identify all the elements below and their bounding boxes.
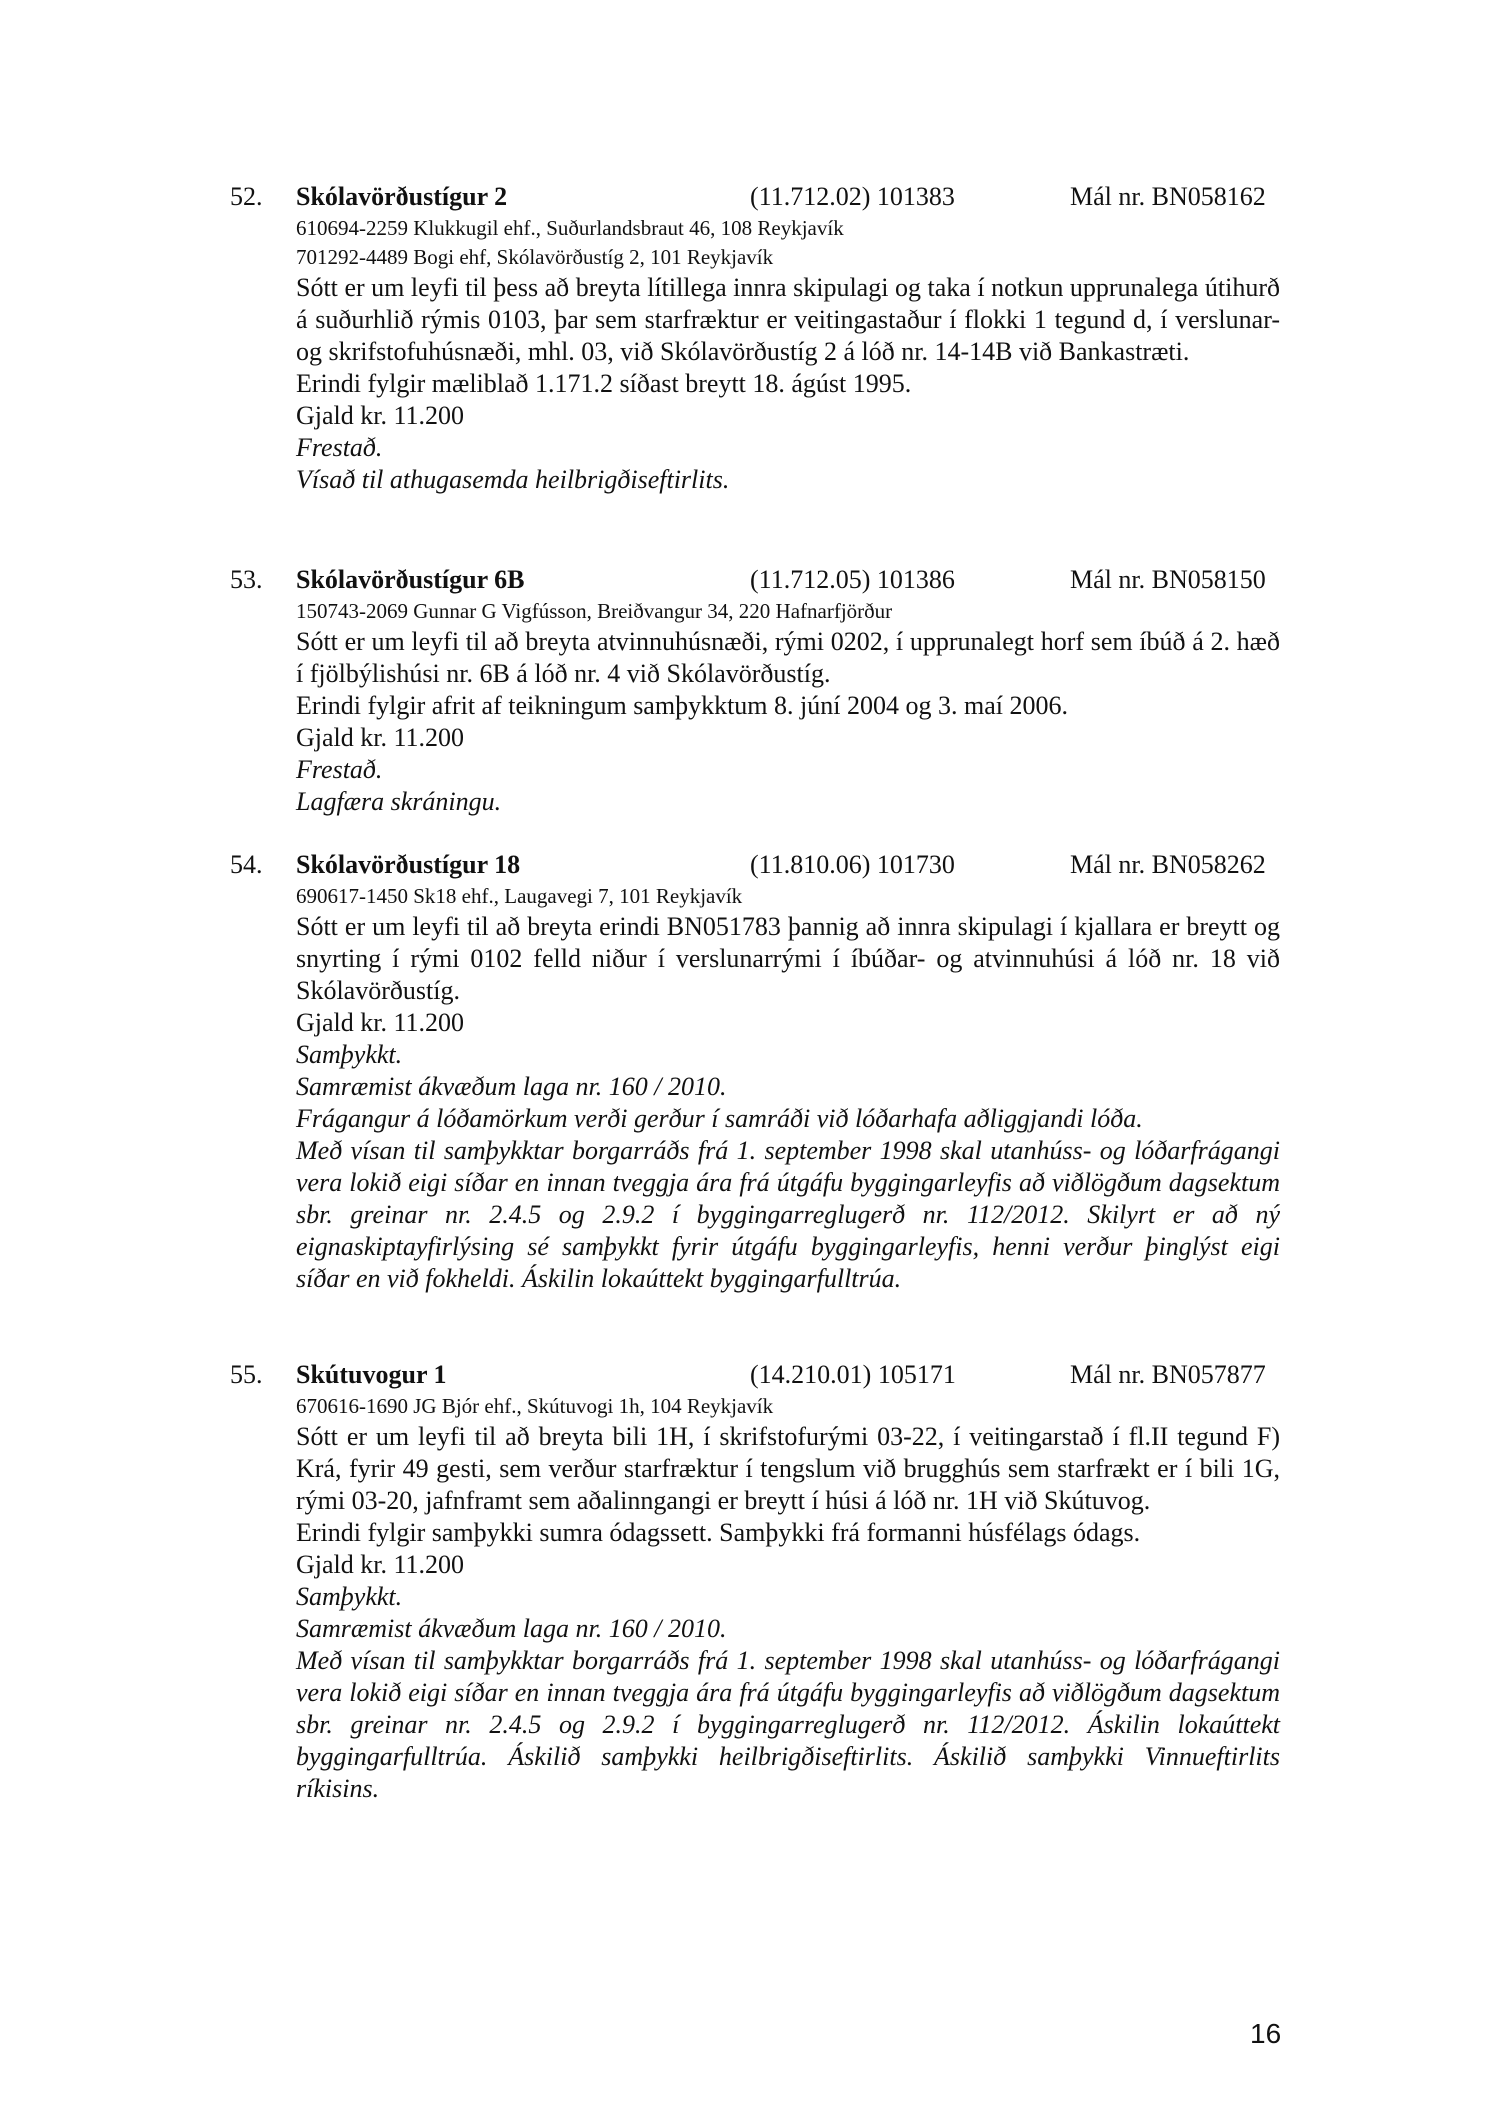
decision-note: Samræmist ákvæðum laga nr. 160 / 2010. bbox=[296, 1614, 727, 1643]
fee-line: Gjald kr. 11.200 bbox=[296, 723, 465, 752]
case-entry-54 bbox=[230, 848, 1280, 1295]
application-description: Sótt er um leyfi til að breyta erindi BN051783 þannig að innra skipulagi í kjallara er breytt og snyrting í rými 0102 felld niður í verslunarrými í íbúðar- og atvinnuhúsi á lóð nr. 18 við Skólavörðustíg. bbox=[296, 912, 1280, 1005]
entry-body bbox=[296, 882, 1280, 1295]
decision-note: Frágangur á lóðamörkum verði gerður í samráði við lóðarhafa aðliggjandi lóða. bbox=[296, 1104, 1143, 1133]
decision-note: Samræmist ákvæðum laga nr. 160 / 2010. bbox=[296, 1072, 727, 1101]
entry-number: 55. bbox=[230, 1360, 263, 1389]
attachment-note: Erindi fylgir samþykki sumra ódagssett. Samþykki frá formanni húsfélags ódags. bbox=[296, 1518, 1141, 1547]
decision: Frestað. bbox=[296, 433, 383, 462]
applicant-line: 701292-4489 Bogi ehf, Skólavörðustíg 2, 101 Reykjavík bbox=[296, 245, 774, 269]
entry-number: 52. bbox=[230, 182, 263, 211]
entry-header bbox=[230, 848, 1280, 882]
decision: Frestað. bbox=[296, 755, 383, 784]
decision: Samþykkt. bbox=[296, 1040, 403, 1069]
application-description: Sótt er um leyfi til þess að breyta lítillega innra skipulagi og taka í notkun upprunalega útihurð á suðurhlið rýmis 0103, þar sem starfræktur er veitingastaður í flokki 1 tegund d, í verslunar- og skrifstofuhúsnæði, mhl. 03, við Skólavörðustíg 2 á lóð nr. 14-14B við Bankastræti. bbox=[296, 273, 1280, 366]
entry-address: Skútuvogur 1 bbox=[296, 1360, 447, 1389]
application-description: Sótt er um leyfi til að breyta atvinnuhúsnæði, rými 0202, í upprunalegt horf sem íbúð á 2. hæð í fjölbýlishúsi nr. 6B á lóð nr. 4 við Skólavörðustíg. bbox=[296, 627, 1280, 688]
fee-line: Gjald kr. 11.200 bbox=[296, 401, 465, 430]
entry-land-reference: (11.712.05) 101386 bbox=[750, 565, 955, 594]
decision-note: Með vísan til samþykktar borgarráðs frá 1. september 1998 skal utanhúss- og lóðarfrágangi vera lokið eigi síðar en innan tveggja ára frá útgáfu byggingarleyfis að viðlögðum dagsektum sbr. greinar nr. 2.4.5 og 2.9.2 í byggingarreglugerð nr. 112/2012. Skilyrt er að ný eignaskiptayfirlýsing sé samþykkt fyrir útgáfu byggingarleyfis, henni verður þinglýst eigi síðar en við fokheldi. Áskilin lokaúttekt byggingarfulltrúa. bbox=[296, 1136, 1280, 1293]
application-description: Sótt er um leyfi til að breyta bili 1H, í skrifstofurými 03-22, í veitingarstað í fl.II tegund F) Krá, fyrir 49 gesti, sem verður starfræktur í tengslum við brugghús sem starfrækt er í bili 1G, rými 03-20, jafnframt sem aðalinngangi er breytt í húsi á lóð nr. 1H við Skútuvog. bbox=[296, 1422, 1280, 1515]
entry-number: 54. bbox=[230, 850, 263, 879]
entry-body bbox=[296, 214, 1280, 496]
entry-case-number: Mál nr. BN058150 bbox=[1070, 565, 1266, 594]
entry-address: Skólavörðustígur 18 bbox=[296, 850, 521, 879]
decision: Samþykkt. bbox=[296, 1582, 403, 1611]
attachment-note: Erindi fylgir mæliblað 1.171.2 síðast breytt 18. ágúst 1995. bbox=[296, 369, 912, 398]
entry-header bbox=[230, 563, 1280, 597]
entry-case-number: Mál nr. BN058162 bbox=[1070, 182, 1266, 211]
entry-case-number: Mál nr. BN058262 bbox=[1070, 850, 1266, 879]
entry-address: Skólavörðustígur 2 bbox=[296, 182, 508, 211]
case-entry-55 bbox=[230, 1358, 1280, 1805]
entry-number: 53. bbox=[230, 565, 263, 594]
entry-case-number: Mál nr. BN057877 bbox=[1070, 1360, 1266, 1389]
entry-address: Skólavörðustígur 6B bbox=[296, 565, 525, 594]
applicant-line: 670616-1690 JG Bjór ehf., Skútuvogi 1h, 104 Reykjavík bbox=[296, 1394, 774, 1418]
case-entry-52 bbox=[230, 180, 1280, 496]
entry-body bbox=[296, 1392, 1280, 1805]
entry-header bbox=[230, 180, 1280, 214]
applicant-line: 150743-2069 Gunnar G Vigfússon, Breiðvangur 34, 220 Hafnarfjörður bbox=[296, 599, 893, 623]
decision-note: Með vísan til samþykktar borgarráðs frá 1. september 1998 skal utanhúss- og lóðarfrágangi vera lokið eigi síðar en innan tveggja ára frá útgáfu byggingarleyfis að viðlögðum dagsektum sbr. greinar nr. 2.4.5 og 2.9.2 í byggingarreglugerð nr. 112/2012. Áskilin lokaúttekt byggingarfulltrúa. Áskilið samþykki heilbrigðiseftirlits. Áskilið samþykki Vinnueftirlits ríkisins. bbox=[296, 1646, 1280, 1803]
applicant-line: 610694-2259 Klukkugil ehf., Suðurlandsbraut 46, 108 Reykjavík bbox=[296, 216, 844, 240]
fee-line: Gjald kr. 11.200 bbox=[296, 1008, 465, 1037]
entry-land-reference: (11.712.02) 101383 bbox=[750, 182, 955, 211]
entry-body bbox=[296, 597, 1280, 818]
entry-land-reference: (14.210.01) 105171 bbox=[750, 1360, 956, 1389]
applicant-line: 690617-1450 Sk18 ehf., Laugavegi 7, 101 Reykjavík bbox=[296, 884, 743, 908]
fee-line: Gjald kr. 11.200 bbox=[296, 1550, 465, 1579]
decision-note: Lagfæra skráningu. bbox=[296, 787, 502, 816]
page-number: 16 bbox=[1250, 2018, 1282, 2049]
case-entry-53 bbox=[230, 563, 1280, 818]
entry-header bbox=[230, 1358, 1280, 1392]
attachment-note: Erindi fylgir afrit af teikningum samþykktum 8. júní 2004 og 3. maí 2006. bbox=[296, 691, 1068, 720]
decision-note: Vísað til athugasemda heilbrigðiseftirlits. bbox=[296, 465, 730, 494]
entry-land-reference: (11.810.06) 101730 bbox=[750, 850, 955, 879]
